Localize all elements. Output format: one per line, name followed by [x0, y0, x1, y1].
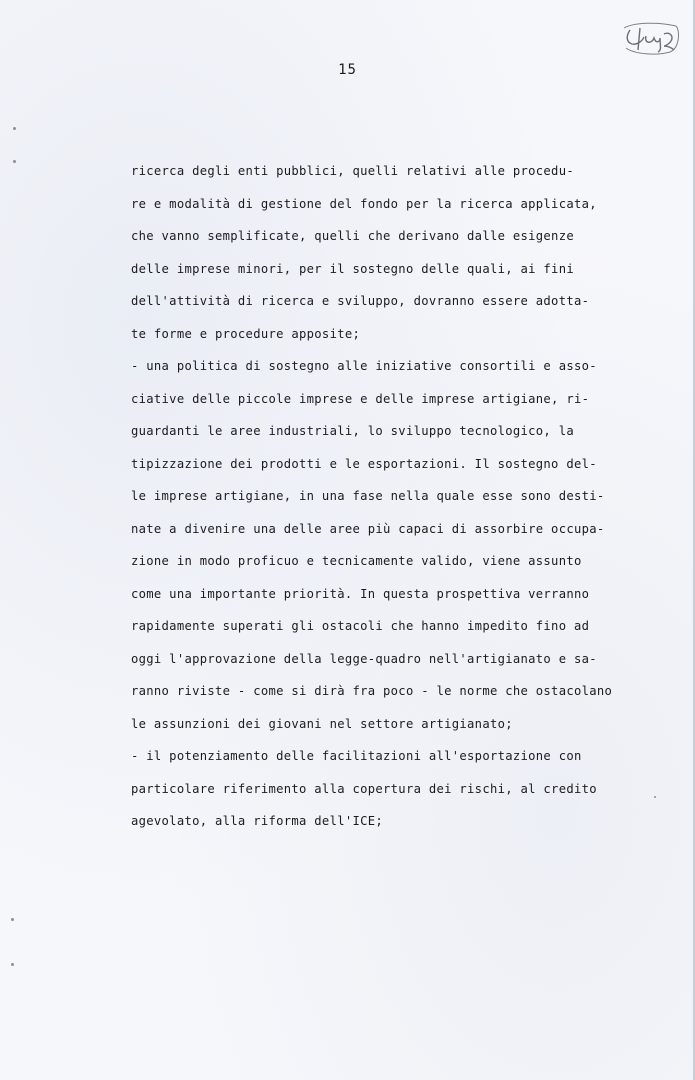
text-line: nate a divenire una delle aree più capaci di assorbire occupa- [131, 521, 605, 536]
page-number: 15 [338, 62, 357, 78]
text-line: ricerca degli enti pubblici, quelli relativi alle procedu- [131, 164, 574, 178]
scan-speck [11, 963, 14, 966]
text-line: re e modalità di gestione del fondo per la ricerca applicata, [131, 196, 597, 211]
text-line: zione in modo proficuo e tecnicamente valido, viene assunto [131, 554, 582, 568]
text-line: che vanno semplificate, quelli che derivano dalle esigenze [131, 229, 574, 243]
scan-speck [654, 796, 656, 798]
text-line: - una politica di sostegno alle iniziative consortili e asso- [131, 359, 597, 373]
text-line: guardanti le aree industriali, lo sviluppo tecnologico, la [131, 424, 574, 438]
text-line: dell'attività di ricerca e sviluppo, dovranno essere adotta- [131, 294, 590, 308]
text-line: - il potenziamento delle facilitazioni all'esportazione con [131, 749, 582, 763]
text-line: delle imprese minori, per il sostegno delle quali, ai fini [131, 261, 574, 276]
text-line: le assunzioni dei giovani nel settore artigianato; [131, 716, 513, 731]
text-line: le imprese artigiane, in una fase nella quale esse sono desti- [131, 489, 605, 503]
text-line: oggi l'approvazione della legge-quadro nell'artigianato e sa- [131, 651, 597, 666]
body-text [131, 157, 631, 840]
scan-speck [11, 918, 14, 921]
text-line: ranno riviste - come si dirà fra poco - le norme che ostacolano [131, 684, 613, 698]
text-line: come una importante priorità. In questa prospettiva verranno [131, 586, 590, 601]
text-line: te forme e procedure apposite; [131, 326, 361, 341]
scan-speck [13, 160, 16, 163]
text-line: ciative delle piccole imprese e delle imprese artigiane, ri- [131, 391, 590, 406]
text-line: agevolato, alla riforma dell'ICE; [131, 814, 384, 828]
handwritten-page-mark [620, 20, 680, 56]
text-line: rapidamente superati gli ostacoli che hanno impedito fino ad [131, 619, 590, 633]
scan-speck [13, 127, 16, 130]
text-line: tipizzazione dei prodotti e le esportazioni. Il sostegno del- [131, 456, 597, 471]
text-line: particolare riferimento alla copertura dei rischi, al credito [131, 781, 597, 796]
